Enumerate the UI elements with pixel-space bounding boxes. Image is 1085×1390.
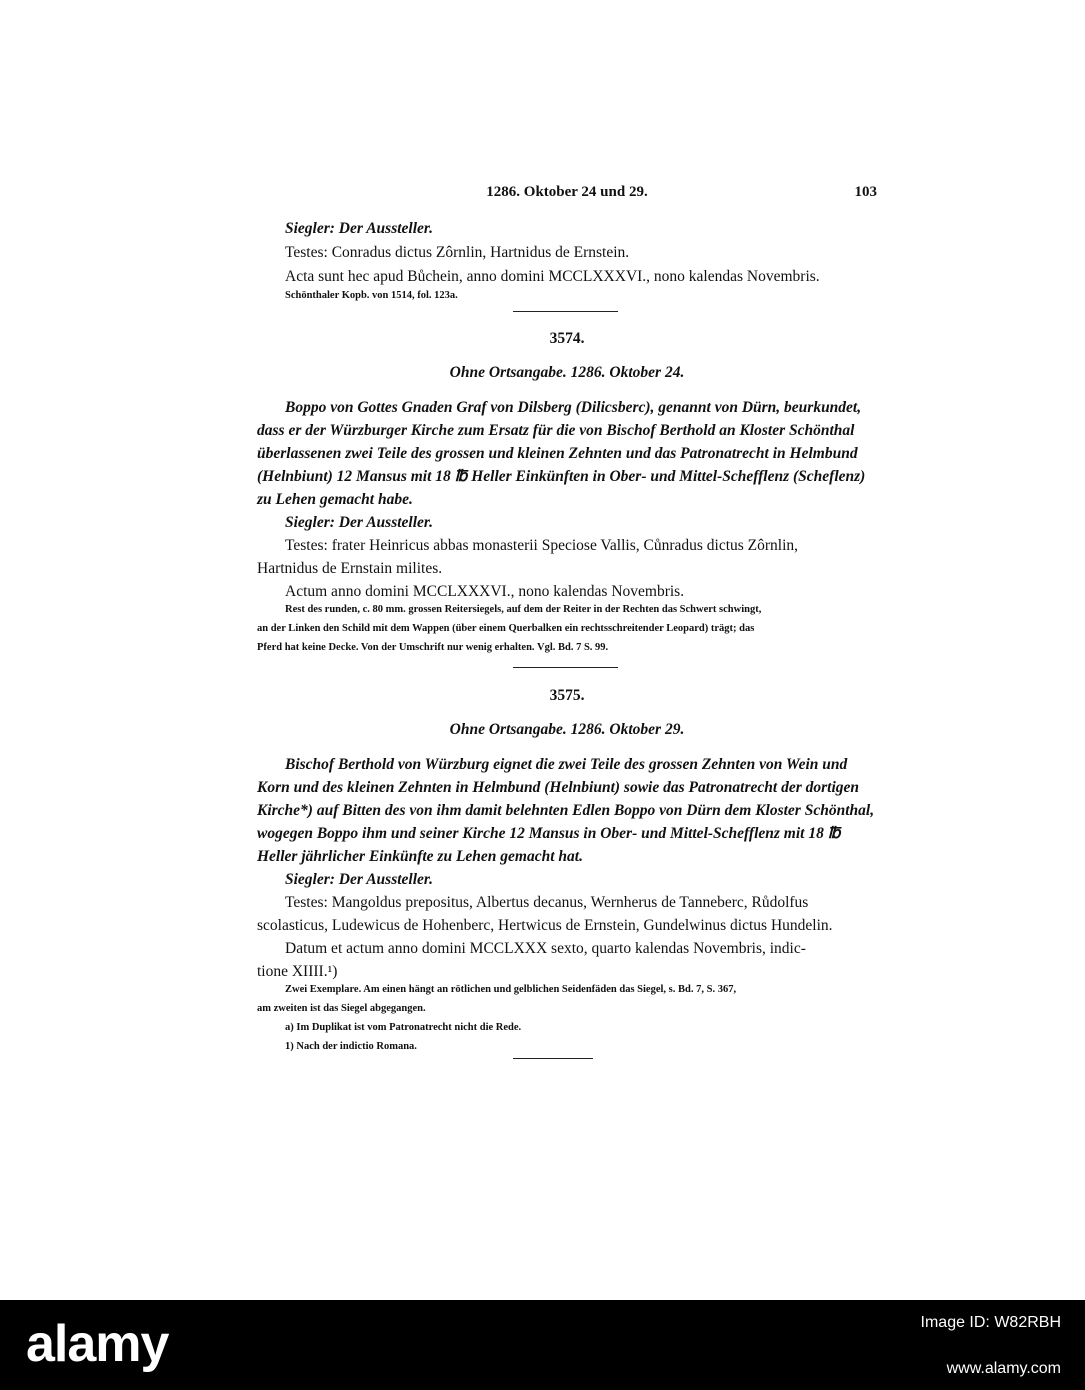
entry-3574-summary-line: Boppo von Gottes Gnaden Graf von Dilsberg (Dilicsberc), genannt von Dürn, beurkundet,	[285, 399, 862, 416]
entry-3575-siegler: Siegler: Der Aussteller.	[285, 871, 433, 888]
entry-3574-siegler: Siegler: Der Aussteller.	[285, 514, 433, 531]
entry-3575-note: Zwei Exemplare. Am einen hängt an rötlichen und gelblichen Seidenfäden das Siegel, s. Bd. 7, S. 367,	[285, 984, 737, 995]
entry-3575-testes: Testes: Mangoldus prepositus, Albertus decanus, Wernherus de Tanneberc, Růdolfus	[285, 894, 809, 911]
entry-3575-testes: scolasticus, Ludewicus de Hohenberc, Hertwicus de Ernstein, Gundelwinus dictus Hundelin.	[257, 917, 833, 934]
entry-3575-place-date: Ohne Ortsangabe. 1286. Oktober 29.	[449, 721, 685, 738]
entry-3574-note: an der Linken den Schild mit dem Wappen (über einem Querbalken ein rechtsschreitender Leopard) trägt; das	[257, 623, 755, 634]
entry-3574-actum: Actum anno domini MCCLXXXVI., nono kalendas Novembris.	[285, 583, 685, 600]
prev-testes: Testes: Conradus dictus Zôrnlin, Hartnidus de Ernstein.	[285, 244, 630, 261]
footnote-1: 1) Nach der indictio Romana.	[285, 1041, 417, 1052]
separator-rule	[513, 667, 618, 668]
entry-number-3575: 3575.	[549, 687, 585, 704]
entry-number-3574: 3574.	[549, 330, 585, 347]
prev-siegler: Siegler: Der Aussteller.	[285, 220, 433, 237]
end-rule	[513, 1058, 593, 1059]
page-number: 103	[854, 184, 877, 200]
entry-3574-testes: Testes: frater Heinricus abbas monasterii Speciose Vallis, Cůnradus dictus Zôrnlin,	[285, 537, 799, 554]
entry-3575-summary-line: Korn und des kleinen Zehnten in Helmbund (Helnbiunt) sowie das Patronatrecht der dortigen	[257, 779, 860, 796]
entry-3575-summary-line: Heller jährlicher Einkünfte zu Lehen gemacht hat.	[257, 848, 583, 865]
entry-3574-summary-line: (Helnbiunt) 12 Mansus mit 18 ℔ Heller Einkünften in Ober- und Mittel-Schefflenz (Scheflenz)	[257, 468, 866, 485]
stock-watermark-bar	[0, 1300, 1085, 1390]
entry-3575-summary-line: wogegen Boppo ihm und seiner Kirche 12 Mansus in Ober- und Mittel-Schefflenz mit 18 ℔	[257, 825, 841, 842]
entry-3575-datum: tione XIIII.¹)	[257, 963, 338, 980]
image-id: Image ID: W82RBH	[920, 1314, 1061, 1331]
entry-3574-testes: Hartnidus de Ernstain milites.	[257, 560, 443, 577]
entry-3574-note: Rest des runden, c. 80 mm. grossen Reitersiegels, auf dem der Reiter in der Rechten das Schwert schwingt,	[285, 604, 762, 615]
entry-3574-note: Pferd hat keine Decke. Von der Umschrift nur wenig erhalten. Vgl. Bd. 7 S. 99.	[257, 642, 609, 653]
entry-3574-summary-line: überlassenen zwei Teile des grossen und kleinen Zehnten und das Patronatrecht in Helmbund	[257, 445, 858, 462]
entry-3574-place-date: Ohne Ortsangabe. 1286. Oktober 24.	[449, 364, 685, 381]
footnote-a: a) Im Duplikat ist vom Patronatrecht nicht die Rede.	[285, 1022, 522, 1033]
prev-source: Schönthaler Kopb. von 1514, fol. 123a.	[285, 290, 458, 301]
entry-3575-datum: Datum et actum anno domini MCCLXXX sexto, quarto kalendas Novembris, indic-	[285, 940, 806, 957]
separator-rule	[513, 311, 618, 312]
page-header	[257, 184, 877, 206]
entry-3574-summary-line: dass er der Würzburger Kirche zum Ersatz für die von Bischof Berthold an Kloster Schönthal	[257, 422, 855, 439]
prev-acta: Acta sunt hec apud Bůchein, anno domini MCCLXXXVI., nono kalendas Novembris.	[285, 268, 820, 285]
alamy-logo: alamy	[26, 1315, 169, 1373]
stock-url: www.alamy.com	[946, 1360, 1061, 1377]
running-title: 1286. Oktober 24 und 29.	[486, 184, 648, 200]
entry-3575-summary-line: Bischof Berthold von Würzburg eignet die zwei Teile des grossen Zehnten von Wein und	[285, 756, 848, 773]
entry-3575-note: am zweiten ist das Siegel abgegangen.	[257, 1003, 426, 1014]
entry-3575-summary-line: Kirche*) auf Bitten des von ihm damit belehnten Edlen Boppo von Dürn dem Kloster Schönthal,	[257, 802, 875, 819]
entry-3574-summary-line: zu Lehen gemacht habe.	[257, 491, 413, 508]
